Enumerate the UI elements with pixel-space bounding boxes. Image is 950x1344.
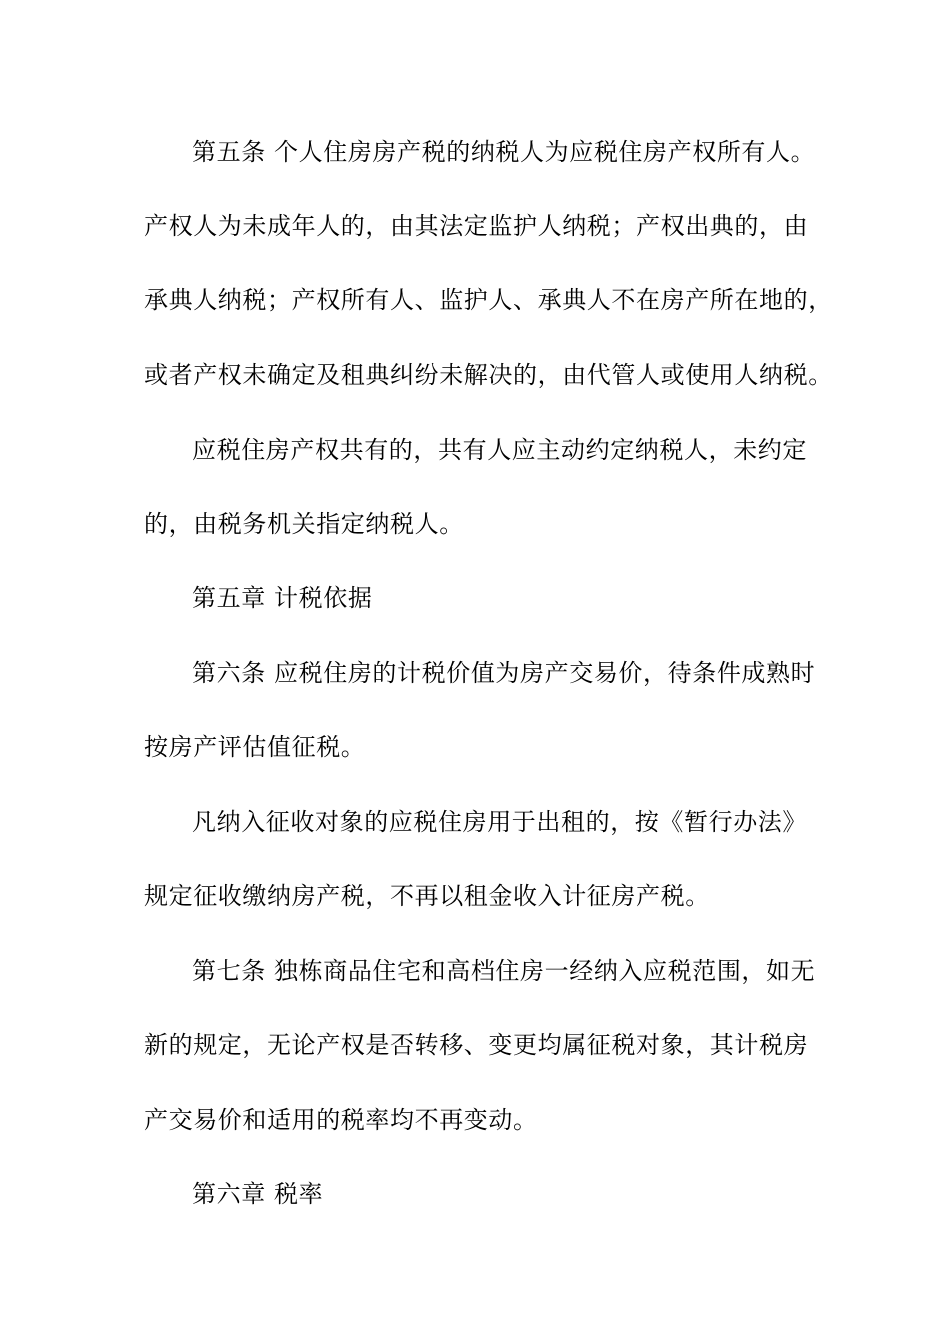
- article-7-line-1: 第七条 独栋商品住宅和高档住房一经纳入应税范围，如无: [192, 957, 816, 985]
- rental-line-2: 规定征收缴纳房产税，不再以租金收入计征房产税。: [144, 882, 710, 910]
- co-ownership-line-1: 应税住房产权共有的，共有人应主动约定纳税人，未约定: [192, 436, 807, 464]
- article-5-line-4: 或者产权未确定及租典纠纷未解决的，由代管人或使用人纳税。: [144, 361, 833, 389]
- article-5-line-3: 承典人纳税；产权所有人、监护人、承典人不在房产所在地的，: [144, 286, 833, 314]
- article-5-line-1: 第五条 个人住房房产税的纳税人为应税住房产权所有人。: [192, 138, 816, 166]
- article-6-line-1: 第六条 应税住房的计税价值为房产交易价，待条件成熟时: [192, 659, 816, 687]
- article-5-line-2: 产权人为未成年人的，由其法定监护人纳税；产权出典的，由: [144, 212, 809, 240]
- article-7-line-3: 产交易价和适用的税率均不再变动。: [144, 1106, 538, 1134]
- article-7-line-2: 新的规定，无论产权是否转移、变更均属征税对象，其计税房: [144, 1031, 809, 1059]
- chapter-5-heading: 第五章 计税依据: [192, 584, 373, 612]
- chapter-6-heading: 第六章 税率: [192, 1180, 324, 1208]
- co-ownership-line-2: 的，由税务机关指定纳税人。: [144, 510, 464, 538]
- rental-line-1: 凡纳入征收对象的应税住房用于出租的，按《暂行办法》: [192, 808, 807, 836]
- article-6-line-2: 按房产评估值征税。: [144, 733, 366, 761]
